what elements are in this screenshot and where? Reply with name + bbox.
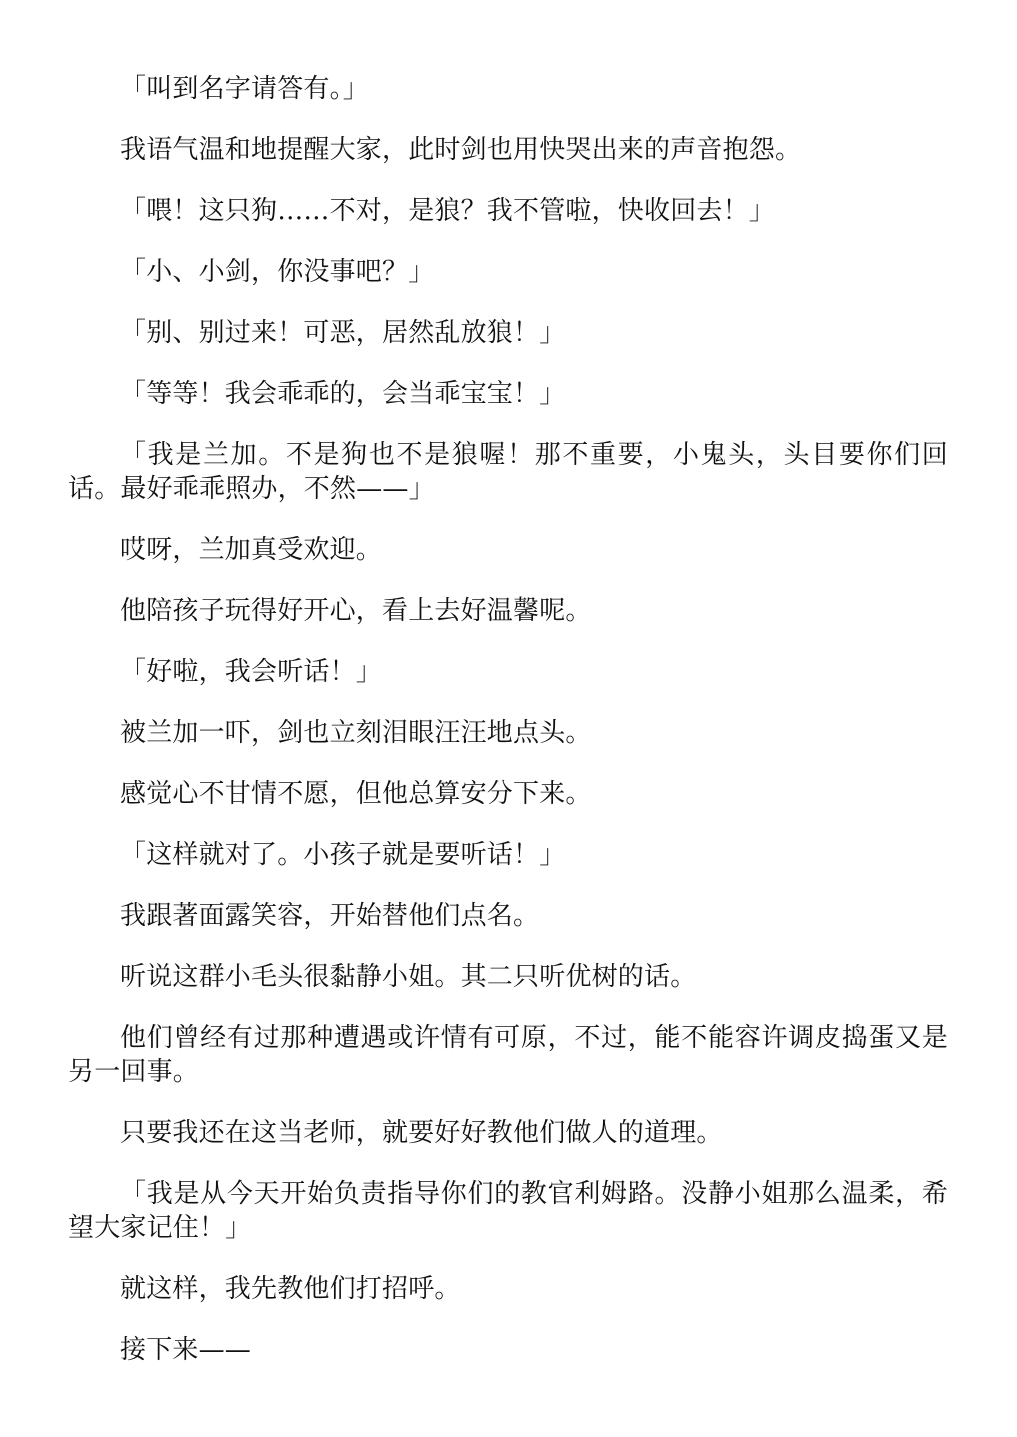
paragraph-5: 「别、别过来！可恶，居然乱放狼！」 bbox=[120, 318, 566, 348]
paragraph-8: 哎呀，兰加真受欢迎。 bbox=[120, 535, 383, 565]
paragraph-18: 「我是从今天开始负责指导你们的教官利姆路。没静小姐那么温柔，希望大家记住！」 bbox=[68, 1179, 948, 1243]
paragraph-16: 他们曾经有过那种遭遇或许情有可原，不过，能不能容许调皮捣蛋又是另一回事。 bbox=[68, 1023, 948, 1087]
paragraph-17: 只要我还在这当老师，就要好好教他们做人的道理。 bbox=[120, 1118, 723, 1148]
paragraph-3: 「喂！这只狗……不对，是狼？我不管啦，快收回去！」 bbox=[120, 196, 776, 226]
paragraph-14: 我跟著面露笑容，开始替他们点名。 bbox=[120, 901, 540, 931]
paragraph-12: 感觉心不甘情不愿，但他总算安分下来。 bbox=[120, 779, 592, 809]
document-page bbox=[68, 72, 948, 1394]
paragraph-10: 「好啦，我会听话！」 bbox=[120, 657, 383, 687]
paragraph-9: 他陪孩子玩得好开心，看上去好温馨呢。 bbox=[120, 596, 592, 626]
paragraph-15: 听说这群小毛头很黏静小姐。其二只听优树的话。 bbox=[120, 962, 697, 992]
paragraph-20: 接下来—— bbox=[120, 1335, 252, 1365]
paragraph-13: 「这样就对了。小孩子就是要听话！」 bbox=[120, 840, 566, 870]
paragraph-11: 被兰加一吓，剑也立刻泪眼汪汪地点头。 bbox=[120, 718, 592, 748]
paragraph-7: 「我是兰加。不是狗也不是狼喔！那不重要，小鬼头，头目要你们回话。最好乖乖照办，不然——」 bbox=[68, 440, 948, 504]
paragraph-19: 就这样，我先教他们打招呼。 bbox=[120, 1274, 461, 1304]
paragraph-1: 「叫到名字请答有。」 bbox=[120, 74, 370, 104]
paragraph-6: 「等等！我会乖乖的，会当乖宝宝！」 bbox=[120, 379, 566, 409]
paragraph-4: 「小、小剑，你没事吧？」 bbox=[120, 257, 435, 287]
paragraph-2: 我语气温和地提醒大家，此时剑也用快哭出来的声音抱怨。 bbox=[120, 135, 802, 165]
